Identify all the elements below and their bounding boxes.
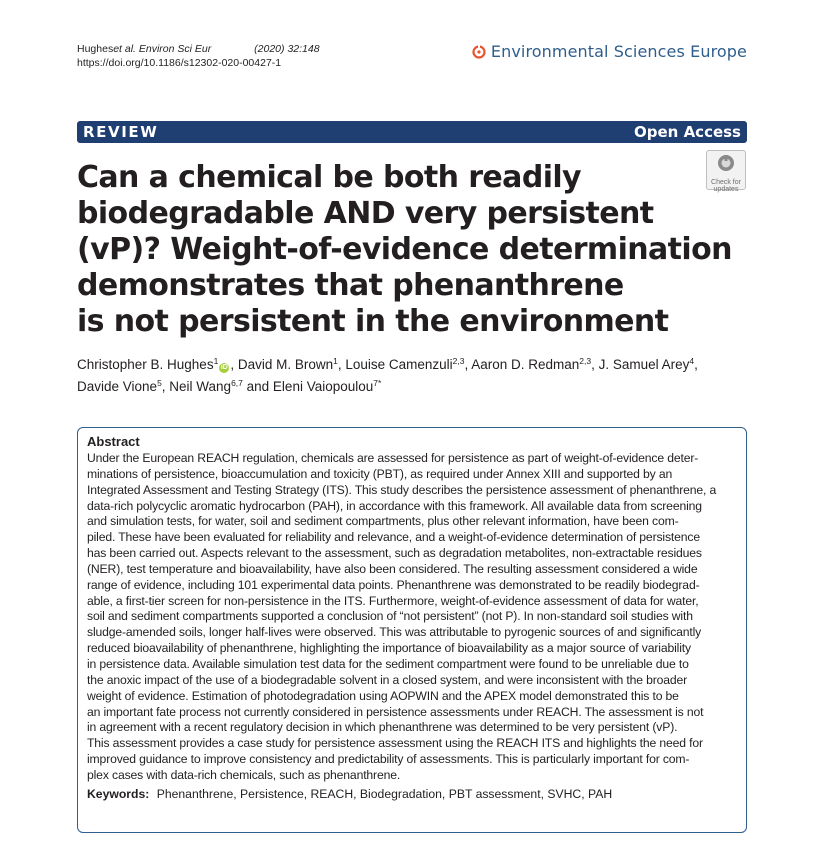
abstract-line: minations of persistence, bioaccumulation and toxicity (PBT), as required under Annex XIII and supported by an [87,466,673,481]
orcid-icon[interactable]: iD [220,364,228,371]
running-header [77,42,320,70]
abstract-line: and simulation tests, for water, soil and sediment compartments, plus other relevant information, have been com- [87,514,679,529]
abstract-line: Under the European REACH regulation, chemicals are assessed for persistence as part of weight-of-evidence deter- [87,451,699,465]
article-type-label: REVIEW [83,123,159,141]
author-short: Hugheset al. Environ Sci Eur [77,43,212,55]
author-list [77,352,747,396]
abstract-line: sludge-amended soils, longer half-lives were observed. This was attributable to pyrogenic sources of and significantly [87,625,702,640]
abstract-line: improved guidance to improve consistency and predictability of assessments. This is particularly important for com- [87,752,690,767]
abstract-line: in persistence data. Available simulation test data for the sediment compartment were found to be unreliable due to [87,656,689,671]
abstract-line: Integrated Assessment and Testing Strategy (ITS). This study describes the persistence assessment of phenanthrene, a [87,482,717,497]
doi-link[interactable]: https://doi.org/10.1186/s12302-020-00427-1 [77,57,282,69]
abstract-line: (NER), test temperature and bioavailability, have also been considered. The resulting assessment considered a wide [87,561,698,576]
article-type-banner [77,121,747,143]
abstract-line: piled. These have been evaluated for reliability and relevance, and a weight-of-evidence determination of persistence [87,530,700,545]
title-line: biodegradable AND very persistent [77,196,654,231]
abstract-line: has been carried out. Aspects relevant to the assessment, such as degradation metabolites, non-extractable residues [87,546,702,561]
abstract-box [77,427,747,833]
keywords-list: Phenanthrene, Persistence, REACH, Biodegradation, PBT assessment, SVHC, PAH [156,786,613,801]
check-for-updates-button[interactable] [706,150,746,193]
abstract-heading: Abstract [87,434,140,449]
abstract-line: plex cases with data-rich chemicals, such as phenanthrene. [87,767,401,782]
abstract-line: able, a first-tier screen for non-persistence in the ITS. Furthermore, weight-of-evidence assessment of data for water, [87,593,699,608]
author-line: Davide Vione$^5$, Neil Wang$^{6,7}$ and Eleni Vaiopoulou$^{7*}$ [77,378,382,394]
title-line: is not persistent in the environment [77,304,669,339]
check-updates-label: Check for updates [711,179,741,193]
journal-name: Environmental Sciences Europe [490,42,747,61]
author-line: Christopher B. Hughes$^1$iD , David M. Brown$^1$, Louise Camenzuli$^{2,3}$, Aaron D. Redman$^{2,3}$, J. Samuel Arey$^4$, [77,356,698,372]
abstract-line: weight of evidence. Estimation of photodegradation using AOPWIN and the APEX model demonstrated this to be [87,688,679,703]
abstract-line: soil and sediment compartments supported a conclusion of “not persistent” (not P). In non-standard soil studies with [87,609,693,624]
springer-open-logo-icon [472,45,486,59]
title-line: demonstrates that phenanthrene [77,268,624,303]
abstract-text [87,451,737,784]
abstract-line: reduced bioavailability of phenanthrene, highlighting the importance of bioavailability as a major source of variability [87,641,691,656]
abstract-line: data-rich polycyclic aromatic hydrocarbon (PAH), in accordance with this framework. All available data from screening [87,498,702,513]
journal-brand[interactable] [472,42,747,61]
abstract-line: the anoxic impact of the use of a biodegradable solvent in a closed system, and were inconsistent with the broader [87,672,688,687]
abstract-line: This assessment provides a case study for persistence assessment using the REACH ITS and highlights the need for [87,736,703,751]
crossmark-icon [717,154,735,177]
title-line: (vP)? Weight-of-evidence determination [77,232,732,267]
open-access-label: Open Access [634,123,741,141]
keywords-label: Keywords: [87,786,150,801]
citation-line [77,42,320,56]
abstract-line: in agreement with a recent regulatory decision in which phenanthrene was determined to be very persistent (vP). [87,720,678,735]
abstract-line: an important fate process not currently considered in persistence assessments under REACH. The assessment is not [87,704,704,719]
keywords [87,786,737,802]
year-volume: (2020) 32:148 [254,43,320,55]
abstract-line: range of evidence, including 101 experimental data points. Phenanthrene was demonstrated to be readily biodegrad- [87,577,700,592]
title-line: Can a chemical be both readily [77,160,582,195]
